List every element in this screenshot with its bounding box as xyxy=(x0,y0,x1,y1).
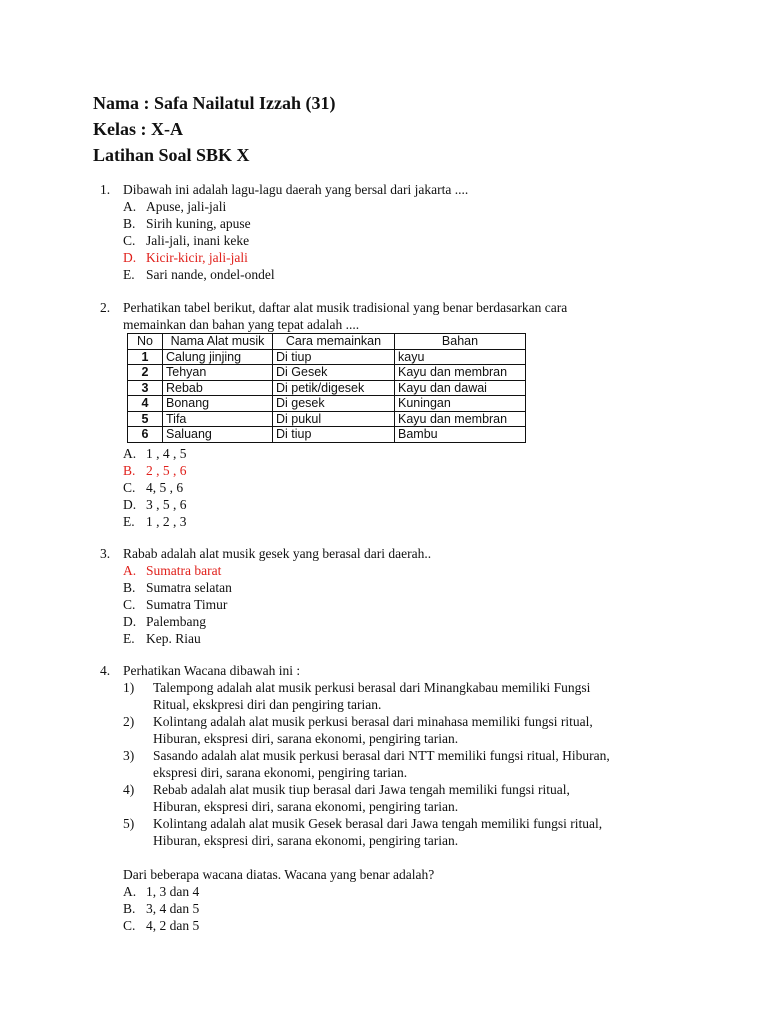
table-cell: Bonang xyxy=(163,396,273,412)
option-letter: E. xyxy=(123,514,135,529)
option-text: Sari nande, ondel-ondel xyxy=(146,267,275,282)
question-prompt: Dari beberapa wacana diatas. Wacana yang benar adalah? xyxy=(123,867,435,882)
option-letter: A. xyxy=(123,563,137,578)
option-letter: C. xyxy=(123,233,136,248)
table-cell: 1 xyxy=(128,349,163,365)
table-row xyxy=(128,365,526,381)
answer-option xyxy=(123,445,660,462)
answer-option xyxy=(123,479,660,496)
option-letter: A. xyxy=(123,446,137,461)
table-row xyxy=(128,411,526,427)
option-text: Palembang xyxy=(146,614,206,629)
question-3-options xyxy=(100,562,660,647)
table-row xyxy=(128,396,526,412)
option-text: Apuse, jali-jali xyxy=(146,199,227,214)
table-cell: Di tiup xyxy=(273,349,395,365)
table-cell: 5 xyxy=(128,411,163,427)
answer-option xyxy=(123,596,660,613)
option-letter: B. xyxy=(123,901,136,916)
question-2-stem xyxy=(100,299,660,333)
table-cell: 2 xyxy=(128,365,163,381)
table-body xyxy=(128,349,526,442)
answer-option xyxy=(123,630,660,647)
discourse-item xyxy=(123,747,620,781)
answer-option xyxy=(123,198,660,215)
table-cell: Tehyan xyxy=(163,365,273,381)
music-instrument-table xyxy=(127,333,526,443)
option-text: 1, 3 dan 4 xyxy=(146,884,200,899)
item-text: Sasando adalah alat musik perkusi berasal dari NTT memiliki fungsi ritual, Hiburan, ekspresi diri, sarana ekonomi, pengiring tarian. xyxy=(153,748,610,780)
answer-option xyxy=(123,900,660,917)
option-text: 3, 4 dan 5 xyxy=(146,901,200,916)
table-header-cell: Nama Alat musik xyxy=(163,334,273,350)
table-cell: Saluang xyxy=(163,427,273,443)
question-number: 3. xyxy=(100,546,111,561)
table-row xyxy=(128,380,526,396)
option-letter: A. xyxy=(123,199,137,214)
question-number: 2. xyxy=(100,300,111,315)
table-cell: Tifa xyxy=(163,411,273,427)
discourse-item xyxy=(123,781,620,815)
answer-option xyxy=(123,562,660,579)
question-text: Perhatikan tabel berikut, daftar alat musik tradisional yang benar berdasarkan cara memainkan dan bahan yang tepat adalah .... xyxy=(123,300,568,332)
table-row xyxy=(128,349,526,365)
discourse-item xyxy=(123,815,620,849)
answer-option xyxy=(123,513,660,530)
option-text: 2 , 5 , 6 xyxy=(146,463,187,478)
question-2-answers xyxy=(100,445,660,530)
item-text: Kolintang adalah alat musik perkusi berasal dari minahasa memiliki fungsi ritual, Hiburan, ekspresi diri, sarana ekonomi, pengiring tarian. xyxy=(153,714,593,746)
option-letter: C. xyxy=(123,480,136,495)
option-letter: B. xyxy=(123,580,136,595)
question-number: 1. xyxy=(100,182,111,197)
question-2-options xyxy=(100,445,660,530)
table-cell: Di Gesek xyxy=(273,365,395,381)
option-text: Kep. Riau xyxy=(146,631,201,646)
table-cell: 6 xyxy=(128,427,163,443)
answer-option xyxy=(123,215,660,232)
item-text: Talempong adalah alat musik perkusi berasal dari Minangkabau memiliki Fungsi Ritual, ekskpresi diri dan pengiring tarian. xyxy=(153,680,591,712)
table-header-cell: Bahan xyxy=(395,334,526,350)
item-number: 1) xyxy=(123,680,135,695)
question-4-stem xyxy=(100,662,660,679)
discourse-item xyxy=(123,713,620,747)
table-cell: Di pukul xyxy=(273,411,395,427)
discourse-item xyxy=(123,679,620,713)
question-number: 4. xyxy=(100,663,111,678)
answer-option xyxy=(123,613,660,630)
option-text: 1 , 4 , 5 xyxy=(146,446,187,461)
table-header-cell: No xyxy=(128,334,163,350)
option-letter: D. xyxy=(123,497,137,512)
question-text: Dibawah ini adalah lagu-lagu daerah yang bersal dari jakarta .... xyxy=(123,182,469,197)
option-letter: C. xyxy=(123,597,136,612)
table-row xyxy=(128,427,526,443)
answer-option xyxy=(123,249,660,266)
item-number: 2) xyxy=(123,714,135,729)
document-title: Latihan Soal SBK X xyxy=(93,145,250,165)
option-text: 4, 2 dan 5 xyxy=(146,918,200,933)
answer-option xyxy=(123,883,660,900)
table-header-row xyxy=(128,334,526,350)
item-number: 5) xyxy=(123,816,135,831)
question-3-stem xyxy=(100,545,660,562)
table-cell: Di gesek xyxy=(273,396,395,412)
question-1-options xyxy=(100,198,660,283)
option-letter: D. xyxy=(123,250,137,265)
option-text: Sumatra Timur xyxy=(146,597,228,612)
option-letter: B. xyxy=(123,463,136,478)
question-4-options xyxy=(100,883,660,934)
answer-option xyxy=(123,917,660,934)
item-text: Rebab adalah alat musik tiup berasal dari Jawa tengah memiliki fungsi ritual, Hiburan, ekspresi diri, sarana ekonomi, pengiring tarian. xyxy=(153,782,570,814)
document-header xyxy=(93,90,335,168)
option-text: 3 , 5 , 6 xyxy=(146,497,187,512)
option-letter: E. xyxy=(123,267,135,282)
option-letter: E. xyxy=(123,631,135,646)
question-1-stem xyxy=(100,181,660,198)
question-4-prompt-line xyxy=(100,866,660,883)
option-text: 1 , 2 , 3 xyxy=(146,514,187,529)
option-text: Sirih kuning, apuse xyxy=(146,216,251,231)
question-1 xyxy=(100,181,660,283)
table-cell: Di petik/digesek xyxy=(273,380,395,396)
answer-option xyxy=(123,496,660,513)
answer-option xyxy=(123,266,660,283)
question-2 xyxy=(100,299,660,333)
item-text: Kolintang adalah alat musik Gesek berasal dari Jawa tengah memiliki fungsi ritual, Hiburan, ekspresi diri, sarana ekonomi, pengiring tarian. xyxy=(153,816,603,848)
table-cell: Kayu dan membran xyxy=(395,411,526,427)
option-letter: C. xyxy=(123,918,136,933)
question-text: Perhatikan Wacana dibawah ini : xyxy=(123,663,301,678)
answer-option xyxy=(123,232,660,249)
table-cell: 4 xyxy=(128,396,163,412)
item-number: 3) xyxy=(123,748,135,763)
option-letter: D. xyxy=(123,614,137,629)
table-cell: Kuningan xyxy=(395,396,526,412)
table-cell: Kayu dan membran xyxy=(395,365,526,381)
option-text: 4, 5 , 6 xyxy=(146,480,184,495)
table-cell: Di tiup xyxy=(273,427,395,443)
option-text: Sumatra selatan xyxy=(146,580,232,595)
table-cell: Bambu xyxy=(395,427,526,443)
table-cell: Kayu dan dawai xyxy=(395,380,526,396)
student-name: Nama : Safa Nailatul Izzah (31) xyxy=(93,93,336,113)
option-letter: A. xyxy=(123,884,137,899)
table-cell: Calung jinjing xyxy=(163,349,273,365)
question-3 xyxy=(100,545,660,647)
option-letter: B. xyxy=(123,216,136,231)
discourse-items xyxy=(100,679,620,849)
option-text: Kicir-kicir, jali-jali xyxy=(146,250,248,265)
table-cell: Rebab xyxy=(163,380,273,396)
table-header-cell: Cara memainkan xyxy=(273,334,395,350)
question-4 xyxy=(100,662,660,934)
student-class: Kelas : X-A xyxy=(93,119,183,139)
answer-option xyxy=(123,462,660,479)
question-text: Rabab adalah alat musik gesek yang berasal dari daerah.. xyxy=(123,546,432,561)
answer-option xyxy=(123,579,660,596)
option-text: Sumatra barat xyxy=(146,563,222,578)
table-cell: kayu xyxy=(395,349,526,365)
item-number: 4) xyxy=(123,782,135,797)
table-cell: 3 xyxy=(128,380,163,396)
option-text: Jali-jali, inani keke xyxy=(146,233,250,248)
